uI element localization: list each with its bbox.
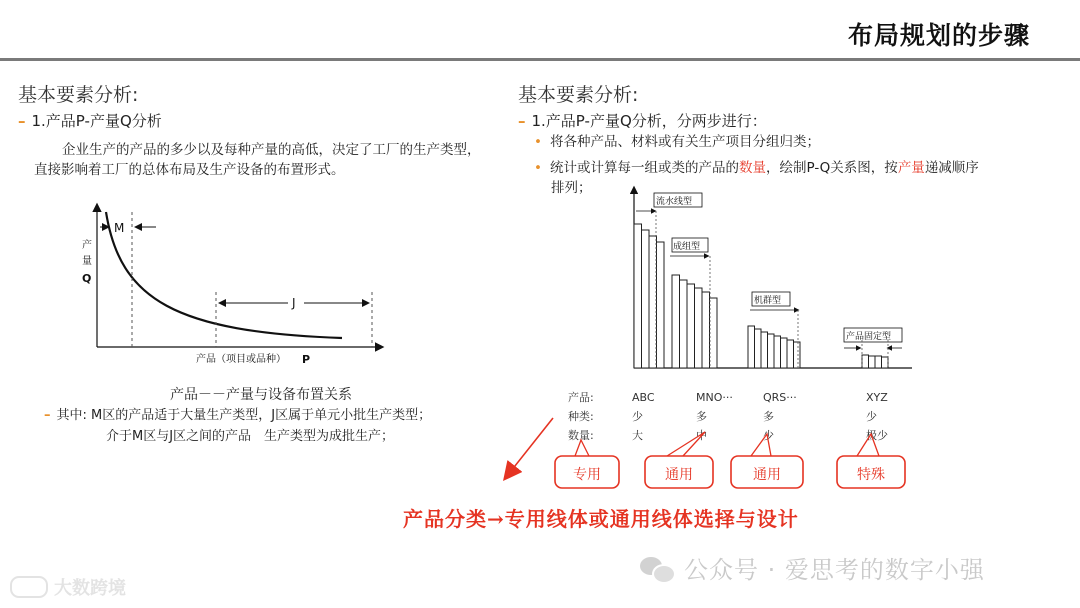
right-bullet-2: • 统计或计算每一组或类的产品的数量，绘制P-Q关系图，按产量递减顺序 <box>534 160 979 176</box>
watermark: 公众号 · 爱思考的数字小强 <box>640 550 985 585</box>
pq-bar-chart <box>600 180 920 375</box>
tag-special: 特殊 <box>857 467 885 483</box>
right-sub-title: – 1.产品P-产量Q分析，分两步进行： <box>518 112 767 130</box>
row-header-qty: 数量: <box>568 429 594 442</box>
y-label-1: 产 <box>82 240 92 251</box>
pq-bar <box>680 280 688 368</box>
pq-bar <box>748 326 755 368</box>
left-note-line2: 介于M区与J区之间的产品 生产类型为成批生产； <box>106 429 395 444</box>
group-label-machine-group: 机群型 <box>754 296 782 306</box>
tag-general-1: 通用 <box>665 467 693 483</box>
pq-bar <box>781 338 788 368</box>
x-label: 产品（项目或品种） <box>196 354 286 365</box>
row-header-kind: 种类: <box>568 410 594 423</box>
chart-caption: 产品－－产量与设备布置关系 <box>170 387 352 403</box>
tag-general-2: 通用 <box>753 467 781 483</box>
group-label-group-type: 成组型 <box>673 242 701 252</box>
left-paragraph-line2: 直接影响着工厂的总体布局及生产设备的布置形式。 <box>34 162 345 178</box>
dot-bullet-icon: • <box>534 134 542 150</box>
pq-bar <box>695 288 703 368</box>
left-sub-title: – 1.产品P-产量Q分析 <box>18 112 162 130</box>
right-bullet-1: • 将各种产品、材料或有关生产项目分组归类； <box>534 134 820 150</box>
pq-bar <box>875 356 882 368</box>
pq-bar <box>882 357 889 368</box>
red-arrow <box>507 418 553 476</box>
dash-bullet-icon: – <box>18 112 26 130</box>
pq-bar <box>768 334 775 368</box>
title-divider <box>0 58 1080 61</box>
page-title: 布局规划的步骤 <box>847 21 1030 50</box>
j-label: J <box>292 296 296 310</box>
pq-curve <box>106 212 342 338</box>
left-section-title: 基本要素分析: <box>18 84 139 106</box>
column-mno: MNO··· 多 中 <box>696 391 733 442</box>
group-label-assembly-line: 流水线型 <box>656 197 693 207</box>
pq-curve-chart <box>70 190 390 375</box>
pq-bar <box>761 332 768 368</box>
right-section-title: 基本要素分析: <box>518 84 639 106</box>
column-qrs: QRS··· 多 少 <box>763 391 797 442</box>
pq-bar <box>702 292 710 368</box>
pq-bar <box>794 342 801 368</box>
pq-bar <box>862 355 869 368</box>
conclusion-text: 产品分类→专用线体或通用线体选择与设计 <box>403 507 799 531</box>
left-paragraph-line1: 企业生产的产品的多少以及每种产量的高低，决定了工厂的生产类型， <box>62 142 481 158</box>
right-bullet-2-cont: 排列； <box>551 180 592 196</box>
logo-icon <box>10 576 48 598</box>
pq-bar <box>649 236 657 368</box>
pq-bar <box>672 275 680 368</box>
group-label-fixed-product: 产品固定型 <box>846 332 892 342</box>
left-note-line1: – 其中: M区的产品适于大量生产类型，J区属于单元小批生产类型； <box>44 408 432 423</box>
tag-dedicated: 专用 <box>573 467 601 483</box>
m-label: M <box>114 221 125 235</box>
row-header-product: 产品: <box>568 391 594 404</box>
wechat-icon <box>640 555 674 581</box>
y-label-2: 量 <box>82 256 92 267</box>
x-label-p: P <box>302 353 311 366</box>
pq-bar <box>710 298 718 368</box>
dot-bullet-icon: • <box>534 160 542 176</box>
dash-bullet-icon: – <box>44 408 51 423</box>
y-label-3: Q <box>82 272 92 285</box>
pq-bar <box>774 336 781 368</box>
pq-bar <box>787 340 794 368</box>
dash-bullet-icon: – <box>518 112 526 130</box>
column-xyz: XYZ 少 极少 <box>866 391 888 442</box>
tags-layer <box>495 410 915 500</box>
pq-bar <box>755 329 762 368</box>
pq-bar <box>657 242 665 368</box>
pq-bar <box>634 224 642 368</box>
corner-watermark: 大数跨境 <box>10 574 126 600</box>
pq-bar <box>642 230 650 368</box>
column-abc: ABC 少 大 <box>632 391 655 442</box>
pq-bar <box>687 284 695 368</box>
pq-bar <box>869 356 876 368</box>
